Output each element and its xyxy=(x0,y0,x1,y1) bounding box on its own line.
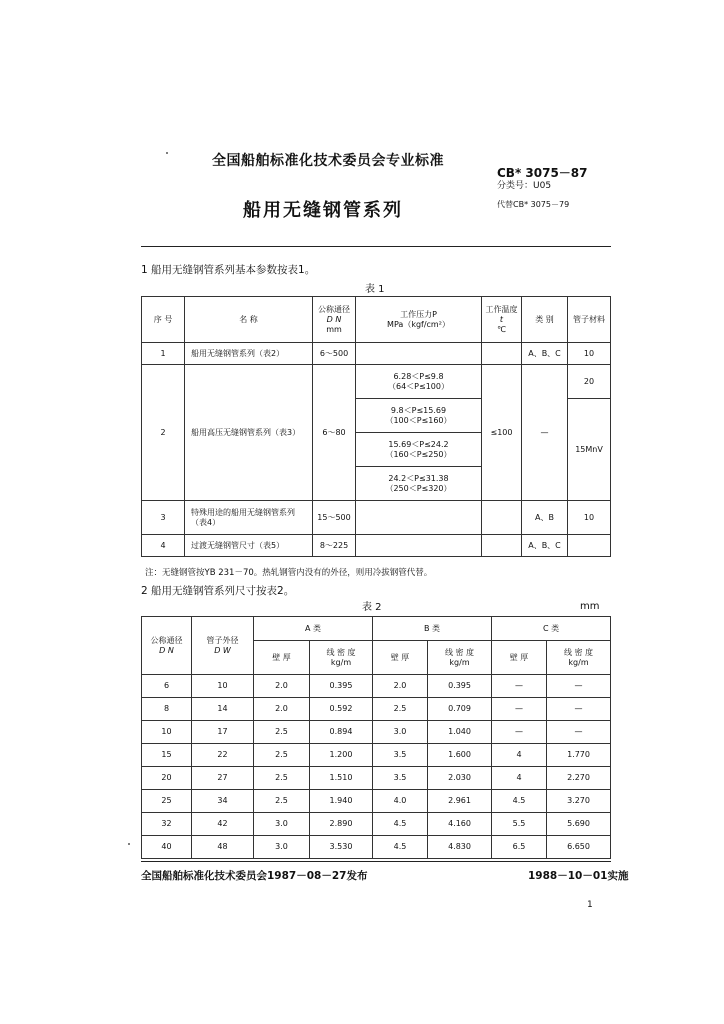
t2-header-a-density-unit: kg/m xyxy=(330,657,352,667)
t2-cell-c-w: 4 xyxy=(492,744,547,767)
t2-cell-b-w: 4.5 xyxy=(373,813,428,836)
t1-r3-name-line1: 特殊用途的船用无缝钢管系列 xyxy=(191,507,295,517)
t2-cell-c-w: 4 xyxy=(492,767,547,790)
t2-cell-b-d: 2.961 xyxy=(428,790,492,813)
t1-r4-temp xyxy=(482,535,522,557)
t1-header-dn-unit: mm xyxy=(326,324,342,334)
table-row xyxy=(142,836,611,859)
t2-cell-a-w: 2.5 xyxy=(254,767,310,790)
t2-header-dn-symbol: D N xyxy=(159,645,174,655)
table-2 xyxy=(141,616,611,859)
t1-r1-dn: 6～500 xyxy=(313,343,356,365)
t2-cell-c-w: — xyxy=(492,698,547,721)
t2-cell-dn: 20 xyxy=(142,767,192,790)
t1-header-temp-symbol: t xyxy=(499,314,504,324)
t2-header-c-density-unit: kg/m xyxy=(568,657,589,667)
document-title: 船用无缝钢管系列 xyxy=(243,200,403,221)
t2-header-b-wall: 壁 厚 xyxy=(373,641,428,675)
table-row xyxy=(142,790,611,813)
table-2-caption: 表 2 xyxy=(362,602,382,613)
t2-header-a-density xyxy=(310,641,373,675)
table-row xyxy=(142,535,611,557)
t2-cell-b-d: 4.160 xyxy=(428,813,492,836)
t1-r3-name-line2: （表4） xyxy=(191,517,221,527)
t1-r2-pressure-3-mpa: 15.69＜P≤24.2 xyxy=(388,439,449,449)
t2-cell-dw: 34 xyxy=(192,790,254,813)
table-row xyxy=(142,698,611,721)
replaces-standard: 代替CB* 3075－79 xyxy=(497,200,570,209)
t1-header-dn-label: 公称通径 xyxy=(318,304,350,314)
t1-r2-pressure-4 xyxy=(356,467,482,501)
t2-cell-a-w: 3.0 xyxy=(254,813,310,836)
t1-r3-temp xyxy=(482,501,522,535)
t2-cell-dw: 17 xyxy=(192,721,254,744)
t1-header-pressure xyxy=(356,297,482,343)
t1-r3-dn: 15～500 xyxy=(313,501,356,535)
t1-r2-temp: ≤100 xyxy=(482,365,522,501)
t1-r2-pressure-2-mpa: 9.8＜P≤15.69 xyxy=(390,405,447,415)
t2-cell-c-w: 6.5 xyxy=(492,836,547,859)
t2-cell-c-d: 1.770 xyxy=(547,744,611,767)
t2-cell-dn: 25 xyxy=(142,790,192,813)
t2-cell-c-d: — xyxy=(547,721,611,744)
t1-header-pressure-unit: MPa（kgf/cm²） xyxy=(387,319,450,329)
table-row xyxy=(142,813,611,836)
scan-speck xyxy=(128,843,130,845)
t1-r4-no: 4 xyxy=(142,535,185,557)
t1-r2-pressure-4-kgf: （250＜P≤320） xyxy=(385,483,452,493)
t2-cell-a-d: 0.592 xyxy=(310,698,373,721)
t2-header-c-density xyxy=(547,641,611,675)
t2-cell-a-d: 0.395 xyxy=(310,675,373,698)
t1-r3-no: 3 xyxy=(142,501,185,535)
t2-cell-c-d: 2.270 xyxy=(547,767,611,790)
t2-header-a-density-label: 线 密 度 xyxy=(326,647,356,657)
t2-cell-a-w: 2.5 xyxy=(254,744,310,767)
t2-cell-b-d: 2.030 xyxy=(428,767,492,790)
t1-r2-pressure-3-kgf: （160＜P≤250） xyxy=(385,449,452,459)
t2-cell-dw: 42 xyxy=(192,813,254,836)
t2-cell-dn: 15 xyxy=(142,744,192,767)
t1-header-category: 类 别 xyxy=(522,297,568,343)
table-row xyxy=(142,744,611,767)
t2-cell-a-d: 3.530 xyxy=(310,836,373,859)
t2-header-dn xyxy=(142,617,192,675)
t2-cell-c-d: 3.270 xyxy=(547,790,611,813)
t2-cell-b-d: 0.709 xyxy=(428,698,492,721)
t1-r2-no: 2 xyxy=(142,365,185,501)
t2-cell-a-d: 2.890 xyxy=(310,813,373,836)
table-1-note: 注：无缝钢管按YB 231－70。热轧钢管内没有的外径，则用冷拔钢管代替。 xyxy=(145,568,433,578)
effective-date: 1988－10－01实施 xyxy=(528,870,629,882)
table-row xyxy=(142,767,611,790)
t2-cell-c-d: — xyxy=(547,698,611,721)
t2-cell-b-w: 4.0 xyxy=(373,790,428,813)
t1-r2-pressure-1 xyxy=(356,365,482,399)
t1-r2-pressure-1-mpa: 6.28＜P≤9.8 xyxy=(393,371,444,381)
t2-cell-dn: 8 xyxy=(142,698,192,721)
table-1 xyxy=(141,296,611,557)
t2-cell-dw: 10 xyxy=(192,675,254,698)
t1-r3-category: A、B xyxy=(522,501,568,535)
table-row xyxy=(142,675,611,698)
t1-r4-category: A、B、C xyxy=(522,535,568,557)
t2-cell-a-d: 1.200 xyxy=(310,744,373,767)
classification-number: 分类号：U05 xyxy=(497,181,552,191)
t2-cell-c-w: 4.5 xyxy=(492,790,547,813)
t2-header-dn-label: 公称通径 xyxy=(150,635,183,645)
t1-r1-pressure xyxy=(356,343,482,365)
t1-r3-name xyxy=(185,501,313,535)
t2-cell-b-w: 2.5 xyxy=(373,698,428,721)
t1-r2-dn: 6～80 xyxy=(313,365,356,501)
section-2-text: 2 船用无缝钢管系列尺寸按表2。 xyxy=(141,585,295,597)
t1-r1-temp xyxy=(482,343,522,365)
t1-r3-pressure xyxy=(356,501,482,535)
t2-cell-b-d: 1.040 xyxy=(428,721,492,744)
scan-speck xyxy=(166,152,168,154)
t2-header-a-wall: 壁 厚 xyxy=(254,641,310,675)
t1-r2-material-1: 20 xyxy=(568,365,611,399)
table-row xyxy=(142,721,611,744)
t2-header-c-density-label: 线 密 度 xyxy=(563,647,594,657)
t1-r2-material-2: 15MnV xyxy=(568,399,611,501)
table-row xyxy=(142,365,611,399)
t1-r2-category: — xyxy=(522,365,568,501)
t2-body xyxy=(142,675,611,859)
section-1-text: 1 船用无缝钢管系列基本参数按表1。 xyxy=(141,264,316,276)
t2-header-b-density-unit: kg/m xyxy=(449,657,470,667)
t2-cell-a-w: 3.0 xyxy=(254,836,310,859)
t1-header-dn-symbol: D N xyxy=(326,314,342,324)
t1-r4-pressure xyxy=(356,535,482,557)
t1-r2-pressure-2-kgf: （100＜P≤160） xyxy=(385,415,452,425)
t2-cell-dn: 6 xyxy=(142,675,192,698)
t1-r1-material: 10 xyxy=(568,343,611,365)
t2-cell-dw: 48 xyxy=(192,836,254,859)
t1-r2-pressure-1-kgf: （64＜P≤100） xyxy=(388,381,449,391)
t2-cell-b-w: 4.5 xyxy=(373,836,428,859)
t2-cell-c-w: — xyxy=(492,675,547,698)
table-1-caption: 表 1 xyxy=(365,284,385,295)
t2-header-dw-label: 管子外径 xyxy=(206,635,239,645)
t1-r1-no: 1 xyxy=(142,343,185,365)
t2-cell-a-w: 2.0 xyxy=(254,675,310,698)
t2-cell-dw: 22 xyxy=(192,744,254,767)
t2-cell-c-d: 6.650 xyxy=(547,836,611,859)
issuing-org: 全国船舶标准化技术委员会专业标准 xyxy=(212,153,444,169)
t2-cell-a-w: 2.5 xyxy=(254,721,310,744)
t2-cell-dn: 40 xyxy=(142,836,192,859)
t1-r2-pressure-3 xyxy=(356,433,482,467)
t1-r4-dn: 8～225 xyxy=(313,535,356,557)
t2-cell-b-d: 0.395 xyxy=(428,675,492,698)
t1-header-temp-label: 工作温度 xyxy=(485,304,518,314)
footer-rule xyxy=(141,861,611,862)
t2-header-class-c: C 类 xyxy=(492,617,611,641)
t2-cell-b-w: 3.5 xyxy=(373,744,428,767)
t2-header-c-wall: 壁 厚 xyxy=(492,641,547,675)
issued-date: 全国船舶标准化技术委员会1987－08－27发布 xyxy=(141,870,368,882)
t1-r1-category: A、B、C xyxy=(522,343,568,365)
t2-cell-a-d: 1.940 xyxy=(310,790,373,813)
t2-header-class-b: B 类 xyxy=(373,617,492,641)
t1-header-name: 名 称 xyxy=(185,297,313,343)
t2-cell-a-w: 2.0 xyxy=(254,698,310,721)
t2-cell-b-w: 2.0 xyxy=(373,675,428,698)
t2-header-b-density-label: 线 密 度 xyxy=(444,647,475,657)
t2-cell-c-d: 5.690 xyxy=(547,813,611,836)
t1-r2-pressure-4-mpa: 24.2＜P≤31.38 xyxy=(388,473,449,483)
header-rule xyxy=(141,246,611,247)
t2-cell-b-w: 3.5 xyxy=(373,767,428,790)
t2-cell-dw: 14 xyxy=(192,698,254,721)
t1-r3-material: 10 xyxy=(568,501,611,535)
t2-header-dw xyxy=(192,617,254,675)
t1-header-pressure-label: 工作压力P xyxy=(400,309,437,319)
t1-r2-name: 船用高压无缝钢管系列（表3） xyxy=(185,365,313,501)
t1-header-no: 序 号 xyxy=(142,297,185,343)
t2-header-class-a: A 类 xyxy=(254,617,373,641)
t2-cell-dn: 32 xyxy=(142,813,192,836)
t2-cell-a-d: 1.510 xyxy=(310,767,373,790)
t2-cell-a-d: 0.894 xyxy=(310,721,373,744)
t1-header-dn xyxy=(313,297,356,343)
t1-r1-name: 船用无缝钢管系列（表2） xyxy=(185,343,313,365)
t2-cell-b-w: 3.0 xyxy=(373,721,428,744)
standard-number: CB* 3075－87 xyxy=(497,166,588,180)
t1-r4-name: 过渡无缝钢管尺寸（表5） xyxy=(185,535,313,557)
t2-cell-a-w: 2.5 xyxy=(254,790,310,813)
t2-cell-b-d: 1.600 xyxy=(428,744,492,767)
page-number: 1 xyxy=(587,900,593,910)
t1-header-temp-unit: ℃ xyxy=(497,324,506,334)
t1-header-temp xyxy=(482,297,522,343)
t2-cell-c-d: — xyxy=(547,675,611,698)
t2-header-b-density xyxy=(428,641,492,675)
t2-cell-c-w: — xyxy=(492,721,547,744)
t1-header-material: 管子材料 xyxy=(568,297,611,343)
t2-cell-b-d: 4.830 xyxy=(428,836,492,859)
t1-r4-material xyxy=(568,535,611,557)
table-row xyxy=(142,343,611,365)
table-row xyxy=(142,501,611,535)
t1-r2-pressure-2 xyxy=(356,399,482,433)
t2-cell-dw: 27 xyxy=(192,767,254,790)
t2-cell-c-w: 5.5 xyxy=(492,813,547,836)
table-2-unit: mm xyxy=(580,601,600,612)
t2-cell-dn: 10 xyxy=(142,721,192,744)
t2-header-dw-symbol: D W xyxy=(214,645,231,655)
